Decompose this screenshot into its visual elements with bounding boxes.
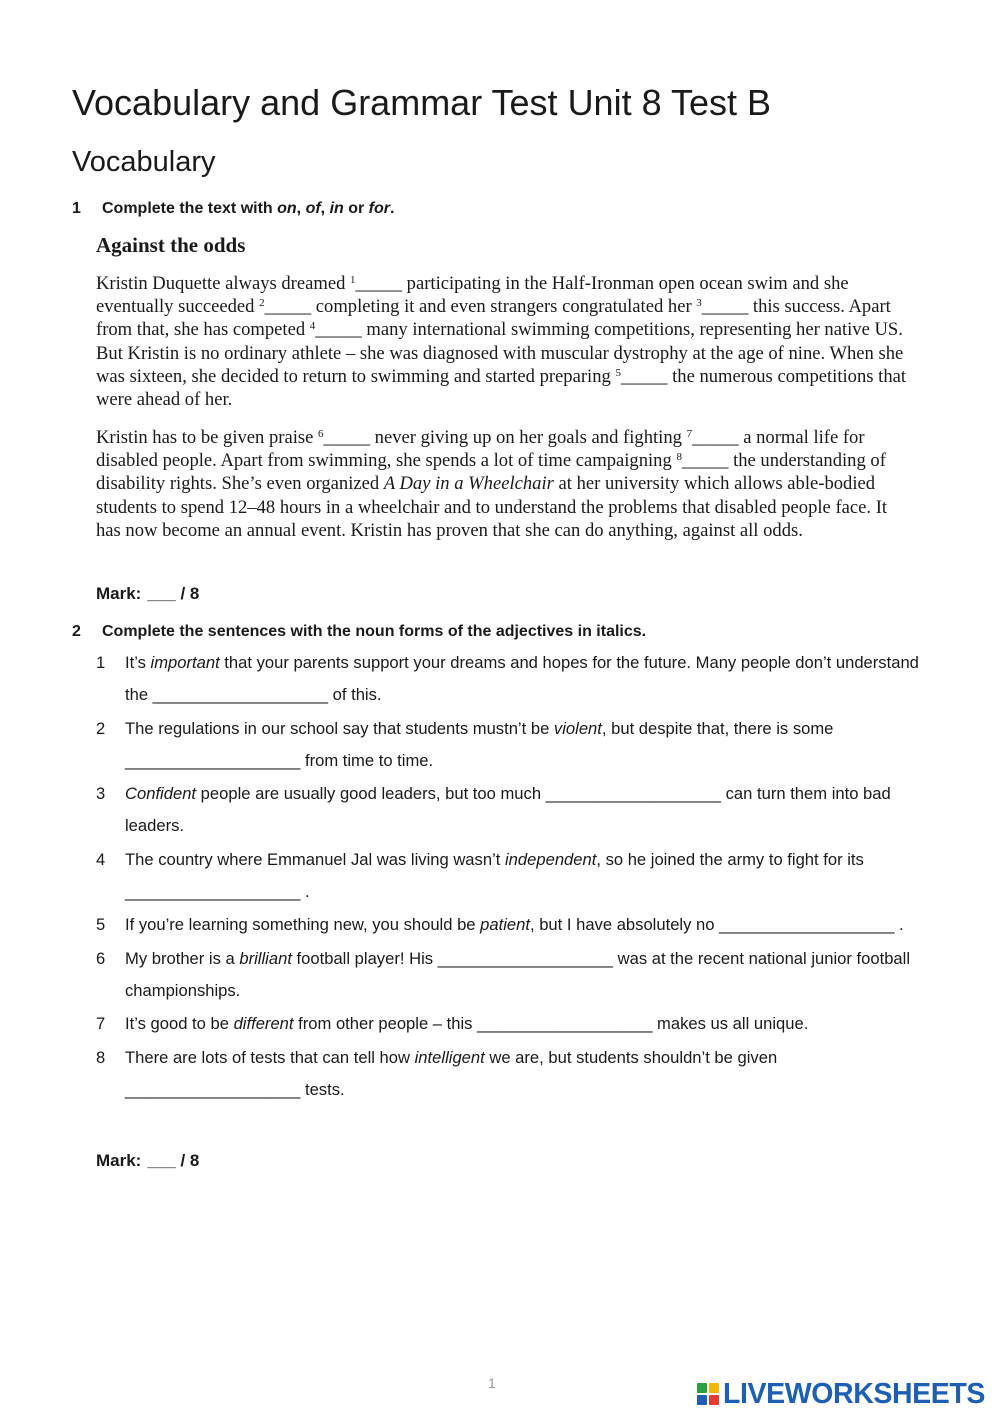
- list-item: [96, 778, 926, 842]
- adjective: important: [150, 653, 220, 672]
- item-text: [125, 1042, 926, 1106]
- item-text: [125, 647, 926, 711]
- text: Kristin Duquette always dreamed: [96, 273, 351, 294]
- option-word: in: [329, 200, 344, 217]
- adjective: brilliant: [239, 948, 292, 968]
- instruction-separator: or: [343, 200, 369, 217]
- item-text: [125, 844, 926, 908]
- exercise-number: 1: [72, 200, 81, 217]
- text: _____ participating in the Half-Ironman open ocean swim and she eventually succeeded: [96, 273, 849, 318]
- exercise-number: 2: [72, 623, 81, 640]
- text: _____ a normal life for disabled people. Apart from swimming, she spends a lot of time campaigning: [96, 427, 865, 472]
- section-heading: Vocabulary: [72, 146, 216, 178]
- text: that your parents support your dreams and hopes for the future. Many people don’t understand the ___________________ of this.: [125, 653, 919, 704]
- item-number: 4: [96, 849, 106, 869]
- item-text: [125, 909, 926, 941]
- item-text: [125, 713, 926, 777]
- list-item: [96, 713, 926, 777]
- list-item: [96, 909, 926, 941]
- option-word: of: [305, 200, 321, 217]
- text: _____ never giving up on her goals and fighting: [323, 427, 687, 448]
- item-number: 1: [96, 653, 106, 672]
- adjective: violent: [553, 718, 602, 738]
- sentence-list: [96, 647, 926, 1107]
- text: _____ the understanding of disability rights. She’s even organized: [96, 450, 886, 495]
- item-number: 2: [96, 718, 106, 738]
- gap-number: 8: [676, 451, 682, 464]
- text: football player! His ___________________ was at the recent national junior football championships.: [125, 948, 911, 1000]
- story-title: Against the odds: [96, 233, 246, 257]
- gap-number: 7: [686, 428, 693, 440]
- brand-name: LIVEWORKSHEETS: [723, 1377, 986, 1410]
- list-item: [96, 1008, 926, 1040]
- instruction-text: Complete the sentences with the noun forms of the adjectives in italics.: [102, 623, 647, 640]
- text: If you’re learning something new, you should be: [125, 915, 481, 934]
- instruction-separator: ,: [296, 200, 306, 217]
- text: There are lots of tests that can tell how: [125, 1047, 415, 1067]
- option-word: for: [368, 200, 390, 217]
- gap-number: 5: [615, 366, 621, 379]
- gap-number: 6: [318, 428, 324, 440]
- adjective: patient: [480, 915, 530, 934]
- gap-number: 2: [259, 297, 265, 310]
- text: The regulations in our school say that students mustn’t be: [125, 718, 554, 738]
- item-number: 3: [96, 784, 106, 803]
- exercise-2-instruction: [72, 621, 646, 643]
- item-text: [125, 1008, 926, 1040]
- list-item: [96, 943, 926, 1007]
- logo-square: [709, 1395, 719, 1405]
- item-number: 7: [96, 1014, 106, 1033]
- adjective: independent: [504, 849, 597, 869]
- logo-icon: [697, 1383, 719, 1405]
- story-paragraph-1: [96, 272, 916, 411]
- text: , so he joined the army to fight for its ___________________ .: [125, 849, 864, 901]
- page-number: 1: [488, 1375, 496, 1391]
- story-paragraph-2: [96, 426, 916, 542]
- exercise-1-mark: [96, 583, 205, 605]
- mark-value: ___ / 8: [147, 584, 200, 603]
- gap-number: 1: [350, 274, 356, 286]
- text: , but I have absolutely no ___________________ .: [529, 915, 904, 934]
- text: My brother is a: [125, 948, 240, 968]
- page-title: Vocabulary and Grammar Test Unit 8 Test B: [72, 82, 771, 123]
- event-name: A Day in a Wheelchair: [383, 473, 554, 495]
- mark-value: ___ / 8: [147, 1151, 200, 1170]
- text: we are, but students shouldn’t be given ___________________ tests.: [125, 1047, 778, 1099]
- liveworksheets-logo[interactable]: [697, 1377, 985, 1411]
- text: _____ many international swimming competitions, representing her native US. But Kristin is no ordinary athlete – she was diagnosed with muscular dystrophy at the age of nine. When she was sixteen, she decided to return to swimming and started preparing: [96, 319, 904, 387]
- gap-number: 3: [696, 297, 702, 310]
- list-item: [96, 647, 926, 711]
- text: people are usually good leaders, but too much ___________________ can turn them into bad leaders.: [125, 784, 891, 835]
- text: _____ this success. Apart from that, she has competed: [96, 296, 891, 341]
- mark-label: Mark:: [96, 584, 142, 603]
- item-text: [125, 943, 926, 1007]
- adjective: different: [233, 1014, 294, 1033]
- logo-square: [709, 1383, 719, 1393]
- list-item: [96, 844, 926, 908]
- option-word: on: [277, 200, 297, 217]
- item-text: [125, 778, 926, 842]
- text: , but despite that, there is some ___________________ from time to time.: [125, 718, 834, 770]
- instruction-text: Complete the text with: [102, 200, 278, 217]
- list-item: [96, 1042, 926, 1106]
- text: The country where Emmanuel Jal was living wasn’t: [125, 849, 505, 869]
- logo-square: [697, 1383, 707, 1393]
- text: from other people – this ___________________ makes us all unique.: [293, 1014, 809, 1033]
- item-number: 8: [96, 1047, 106, 1067]
- gap-number: 4: [309, 320, 316, 333]
- exercise-2-mark: [96, 1150, 205, 1172]
- mark-label: Mark:: [96, 1151, 142, 1170]
- logo-square: [697, 1395, 707, 1405]
- text: _____ completing it and even strangers congratulated her: [264, 296, 697, 318]
- text: Kristin has to be given praise: [96, 427, 319, 448]
- adjective: Confident: [125, 784, 197, 803]
- adjective: intelligent: [414, 1047, 485, 1067]
- exercise-1-instruction: [72, 198, 394, 220]
- text: It’s good to be: [125, 1014, 234, 1033]
- text: at her university which allows able-bodied students to spend 12–48 hours in a wheelchair and to understand the problems that disabled people face. It has now become an annual event. Kristin has proven that she can do anything, against all odds.: [96, 473, 888, 541]
- text: It’s: [125, 653, 151, 672]
- instruction-separator: ,: [320, 200, 330, 217]
- instruction-end: .: [390, 200, 395, 217]
- text: _____ the numerous competitions that were ahead of her.: [96, 365, 907, 411]
- item-number: 6: [96, 948, 106, 968]
- item-number: 5: [96, 915, 106, 934]
